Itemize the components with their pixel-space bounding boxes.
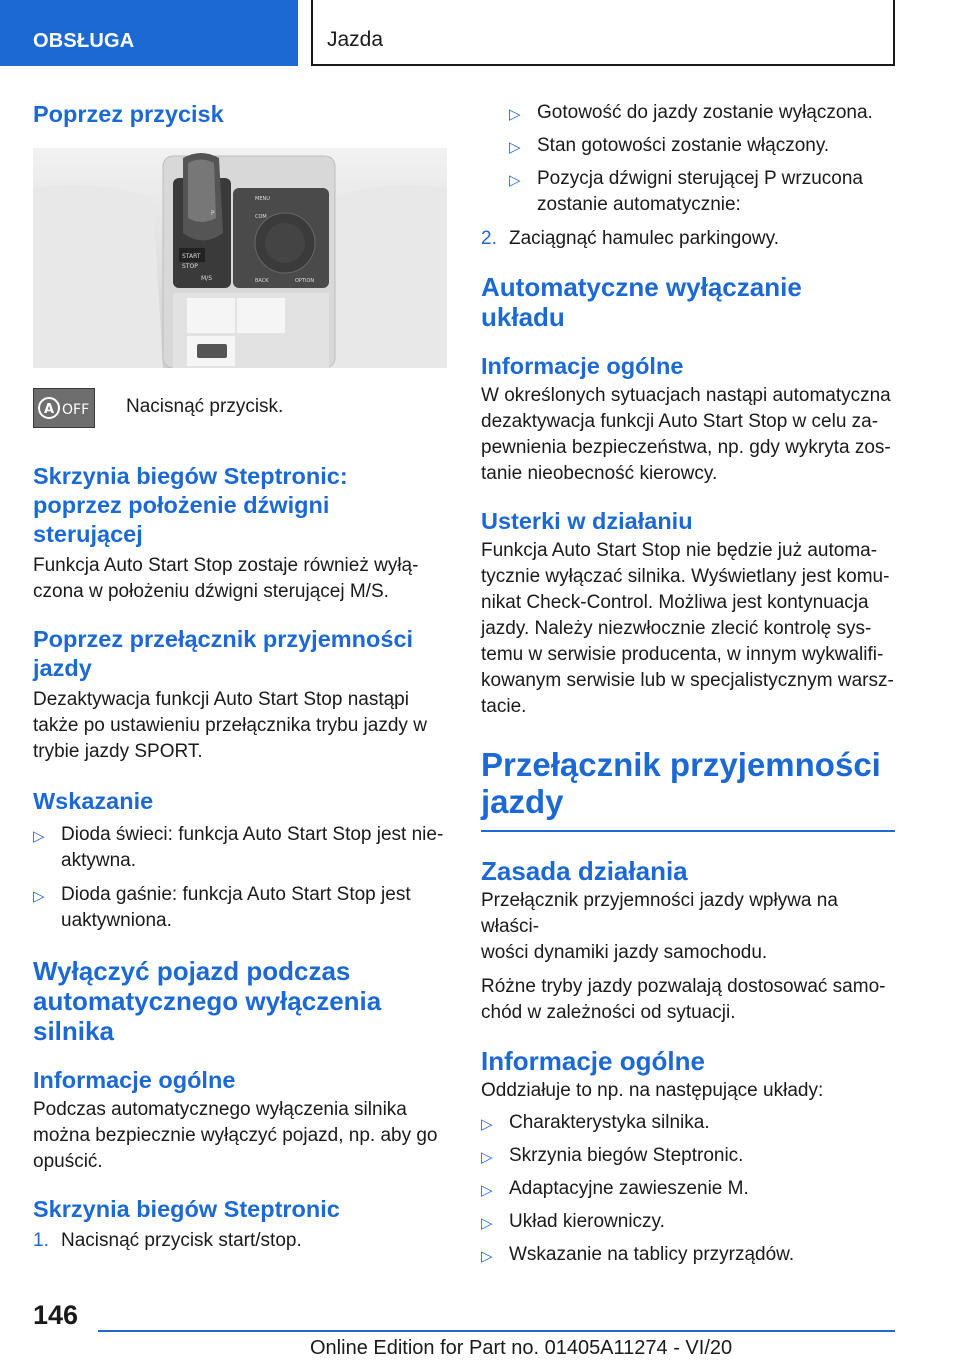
- heading-principle: Zasada działania: [481, 856, 688, 886]
- heading-line: Poprzez przełącznik przyjemności: [33, 626, 414, 652]
- bullet-triangle-icon: ▷: [481, 1248, 493, 1265]
- text-line: uaktywniona.: [61, 910, 172, 931]
- com-label: COM: [255, 214, 267, 220]
- text-line: jazdy. Należy niezwłocznie zlecić kontrolę sys‐: [481, 618, 872, 639]
- heading-line: sterującej: [33, 521, 143, 547]
- bullet-triangle-icon: ▷: [509, 172, 521, 189]
- heading-line: układu: [481, 302, 565, 332]
- heading-line: automatycznego wyłączenia: [33, 986, 382, 1016]
- stop-label: STOP: [182, 263, 198, 270]
- text-line: opuścić.: [33, 1151, 103, 1172]
- step-text: Zaciągnąć hamulec parkingowy.: [509, 228, 780, 249]
- list-item: [481, 1176, 895, 1202]
- step-item: [481, 226, 895, 252]
- page-number: 146: [33, 1300, 79, 1330]
- menu-label: MENU: [255, 196, 270, 202]
- text-line: Różne tryby jazdy pozwalają dostosować samo‐: [481, 976, 886, 997]
- list-item: [33, 882, 447, 934]
- indicator-list: [33, 822, 447, 934]
- option-label: OPTION: [295, 278, 315, 284]
- text-line: tanie nieobecność kierowcy.: [481, 463, 718, 484]
- off-label: OFF: [62, 402, 90, 418]
- chapter-title: Jazda: [327, 28, 384, 51]
- start-label: START: [182, 253, 201, 260]
- step-number: 1.: [33, 1230, 49, 1251]
- text-line: temu w serwisie producenta, w innym wykwalifi‐: [481, 644, 884, 665]
- text-line: Gotowość do jazdy zostanie wyłączona.: [537, 102, 873, 123]
- bullet-triangle-icon: ▷: [481, 1149, 493, 1166]
- heading-line: jazdy: [481, 783, 564, 820]
- text-line: aktywna.: [61, 850, 136, 871]
- step-number: 2.: [481, 228, 497, 249]
- bullet-triangle-icon: ▷: [509, 106, 521, 123]
- heading-line: Wyłączyć pojazd podczas: [33, 956, 351, 986]
- footer-divider: [98, 1330, 895, 1332]
- text-line: tacie.: [481, 696, 527, 717]
- systems-list: [481, 1110, 895, 1268]
- heading-driving-switch: [33, 625, 447, 683]
- text-line: można bezpiecznie wyłączyć pojazd, np. aby go: [33, 1125, 438, 1146]
- text-line: Funkcja Auto Start Stop zostaje również wyłą‐: [33, 555, 419, 576]
- left-column: [33, 100, 447, 1254]
- list-item: [33, 822, 447, 874]
- gear-selector-photo: [33, 148, 447, 368]
- text-line: Dioda gaśnie: funkcja Auto Start Stop jest: [61, 884, 411, 905]
- text-line: Skrzynia biegów Steptronic.: [509, 1145, 744, 1166]
- text-line: nikat Check-Control. Możliwa jest kontynuacja: [481, 592, 869, 613]
- sub-bullet-list: [481, 100, 895, 218]
- bullet-triangle-icon: ▷: [481, 1215, 493, 1232]
- step-text: Nacisnąć przycisk start/stop.: [61, 1230, 302, 1251]
- heading-auto-off: [481, 272, 895, 332]
- step-item: [33, 1228, 447, 1254]
- gear-selector-illustration: [33, 148, 447, 368]
- bullet-triangle-icon: ▷: [33, 888, 45, 905]
- list-item: [481, 1242, 895, 1268]
- paragraph-general-info-2: Oddziałuje to np. na następujące układy:: [481, 1080, 824, 1101]
- icon-caption: Nacisnąć przycisk.: [126, 396, 284, 417]
- list-item: [509, 133, 895, 159]
- list-item: [481, 1143, 895, 1169]
- heading-turn-off-vehicle: [33, 956, 447, 1046]
- text-line: Układ kierowniczy.: [509, 1211, 665, 1232]
- heading-line: silnika: [33, 1016, 114, 1046]
- bullet-triangle-icon: ▷: [33, 828, 45, 845]
- heading-line: Skrzynia biegów Steptronic:: [33, 463, 348, 489]
- text-line: Pozycja dźwigni sterującej P wrzucona: [537, 168, 863, 189]
- paragraph-principle-2: [481, 974, 895, 1026]
- auto-start-stop-off-icon: [33, 388, 95, 428]
- paragraph-steptronic: [33, 553, 447, 605]
- heading-steptronic-lever: [33, 462, 447, 549]
- bullet-triangle-icon: ▷: [481, 1182, 493, 1199]
- text-line: Przełącznik przyjemności jazdy wpływa na właści‐: [481, 890, 838, 937]
- text-line: trybie jazdy SPORT.: [33, 741, 203, 762]
- bullet-triangle-icon: ▷: [481, 1116, 493, 1133]
- p-label: P: [211, 210, 215, 217]
- heading-line: poprzez położenie dźwigni: [33, 492, 330, 518]
- heading-by-button: Poprzez przycisk: [33, 101, 224, 127]
- section-divider: [481, 830, 895, 832]
- text-line: Adaptacyjne zawieszenie M.: [509, 1178, 749, 1199]
- text-line: dezaktywacja funkcji Auto Start Stop w celu za‐: [481, 411, 879, 432]
- text-line: Stan gotowości zostanie włączony.: [537, 135, 830, 156]
- right-column: [481, 100, 895, 1268]
- heading-line: jazdy: [33, 655, 92, 681]
- text-line: kowanym serwisie lub w specjalistycznym warsz‐: [481, 670, 894, 691]
- text-line: tycznie wyłączać silnika. Wyświetlany jest komu‐: [481, 566, 890, 587]
- text-line: chód w zależności od sytuacji.: [481, 1002, 736, 1023]
- list-item: [481, 1110, 895, 1136]
- heading-general-info-2: Informacje ogólne: [481, 1046, 705, 1076]
- heading-line: Przełącznik przyjemności: [481, 746, 881, 783]
- text-line: Podczas automatycznego wyłączenia silnika: [33, 1099, 407, 1120]
- paragraph-faults: [481, 538, 895, 720]
- paragraph-driving-switch: [33, 687, 447, 765]
- list-item: [481, 1209, 895, 1235]
- paragraph-principle-1: [481, 888, 895, 966]
- text-line: Charakterystyka silnika.: [509, 1112, 710, 1133]
- heading-general-info: Informacje ogólne: [33, 1067, 236, 1093]
- list-item: [509, 166, 895, 218]
- ms-label: M/S: [201, 275, 213, 282]
- heading-indicator: Wskazanie: [33, 788, 154, 814]
- svg-text:A: A: [44, 402, 55, 417]
- section-tab: [0, 0, 298, 66]
- text-line: czona w położeniu dźwigni sterującej M/S.: [33, 581, 389, 602]
- list-item: [509, 100, 895, 126]
- bullet-triangle-icon: ▷: [509, 139, 521, 156]
- text-line: Dioda świeci: funkcja Auto Start Stop jest nie‐: [61, 824, 444, 845]
- chapter-box: [311, 0, 895, 66]
- paragraph-general-info: [481, 383, 895, 487]
- text-line: W określonych sytuacjach nastąpi automatyczna: [481, 385, 891, 406]
- heading-steptronic: Skrzynia biegów Steptronic: [33, 1196, 340, 1222]
- edition-info: Online Edition for Part no. 01405A11274 - VI/20: [310, 1337, 733, 1359]
- text-line: Funkcja Auto Start Stop nie będzie już automa‐: [481, 540, 878, 561]
- text-line: pewnienia bezpieczeństwa, np. gdy wykryta zos‐: [481, 437, 891, 458]
- text-line: Dezaktywacja funkcji Auto Start Stop nastąpi: [33, 689, 409, 710]
- heading-faults: Usterki w działaniu: [481, 508, 693, 534]
- text-line: wości dynamiki jazdy samochodu.: [481, 942, 768, 963]
- heading-line: Automatyczne wyłączanie: [481, 272, 802, 302]
- button-instruction-row: [33, 388, 447, 448]
- text-line: zostanie automatycznie:: [537, 194, 741, 215]
- heading-general-info: Informacje ogólne: [481, 353, 684, 379]
- section-title: OBSŁUGA: [33, 30, 135, 52]
- paragraph-general-info: [33, 1097, 447, 1175]
- heading-driving-experience-switch: [481, 746, 895, 820]
- text-line: Wskazanie na tablicy przyrządów.: [509, 1244, 795, 1265]
- back-label: BACK: [255, 278, 269, 284]
- text-line: także po ustawieniu przełącznika trybu jazdy w: [33, 715, 427, 736]
